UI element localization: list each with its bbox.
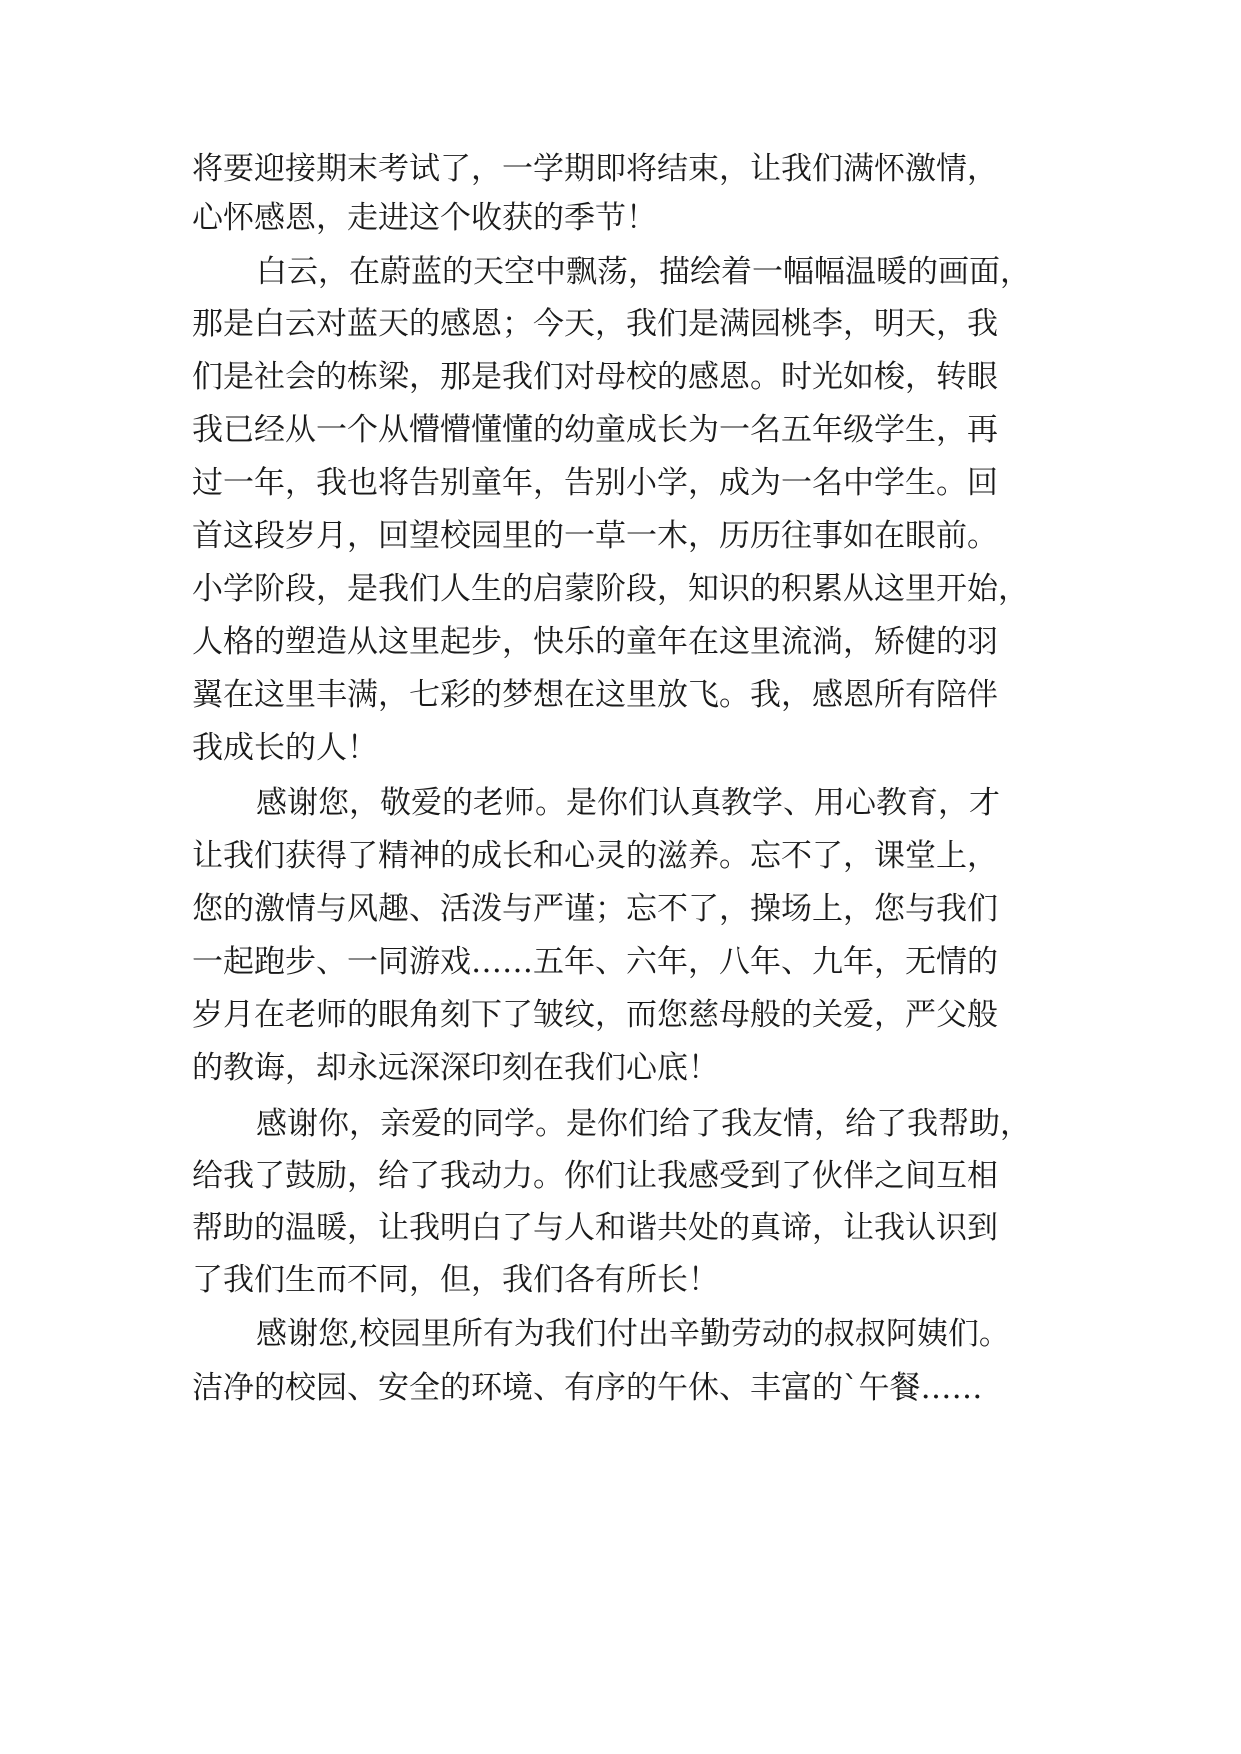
text-line: 我已经从一个从懵懵懂懂的幼童成长为一名五年级学生，再 <box>192 412 998 448</box>
text-line: 感谢您，敬爱的老师。是你们认真教学、用心教育，才 <box>256 785 1000 821</box>
text-line: 小学阶段，是我们人生的启蒙阶段，知识的积累从这里开始， <box>192 571 1029 607</box>
text-line: 我成长的人！ <box>192 730 378 766</box>
text-line: 人格的塑造从这里起步，快乐的童年在这里流淌，矫健的羽 <box>192 624 998 660</box>
text-line: 心怀感恩，走进这个收获的季节！ <box>192 200 657 236</box>
text-line: 感谢你，亲爱的同学。是你们给了我友情，给了我帮助， <box>256 1106 1031 1142</box>
text-line: 的教诲，却永远深深印刻在我们心底！ <box>192 1050 719 1086</box>
text-line: 感谢您,校园里所有为我们付出辛勤劳动的叔叔阿姨们。 <box>256 1316 1010 1352</box>
text-line: 首这段岁月，回望校园里的一草一木，历历往事如在眼前。 <box>192 518 998 554</box>
text-line: 让我们获得了精神的成长和心灵的滋养。忘不了，课堂上， <box>192 838 998 874</box>
text-line: 帮助的温暖，让我明白了与人和谐共处的真谛，让我认识到 <box>192 1210 998 1246</box>
text-line: 您的激情与风趣、活泼与严谨；忘不了，操场上，您与我们 <box>192 891 998 927</box>
text-line: 将要迎接期末考试了，一学期即将结束，让我们满怀激情， <box>192 151 998 187</box>
text-line: 过一年，我也将告别童年，告别小学，成为一名中学生。回 <box>192 465 998 501</box>
text-line: 白云，在蔚蓝的天空中飘荡，描绘着一幅幅温暖的画面， <box>256 254 1031 290</box>
text-line: 翼在这里丰满，七彩的梦想在这里放飞。我，感恩所有陪伴 <box>192 677 998 713</box>
text-line: 那是白云对蓝天的感恩；今天，我们是满园桃李，明天，我 <box>192 306 998 342</box>
text-line: 洁净的校园、安全的环境、有序的午休、丰富的`午餐…… <box>192 1370 983 1406</box>
text-line: 给我了鼓励，给了我动力。你们让我感受到了伙伴之间互相 <box>192 1158 998 1194</box>
text-line: 岁月在老师的眼角刻下了皱纹，而您慈母般的关爱，严父般 <box>192 997 998 1033</box>
text-line: 一起跑步、一同游戏……五年、六年，八年、九年，无情的 <box>192 944 998 980</box>
text-line: 们是社会的栋梁，那是我们对母校的感恩。时光如梭，转眼 <box>192 359 998 395</box>
text-line: 了我们生而不同，但，我们各有所长！ <box>192 1262 719 1298</box>
